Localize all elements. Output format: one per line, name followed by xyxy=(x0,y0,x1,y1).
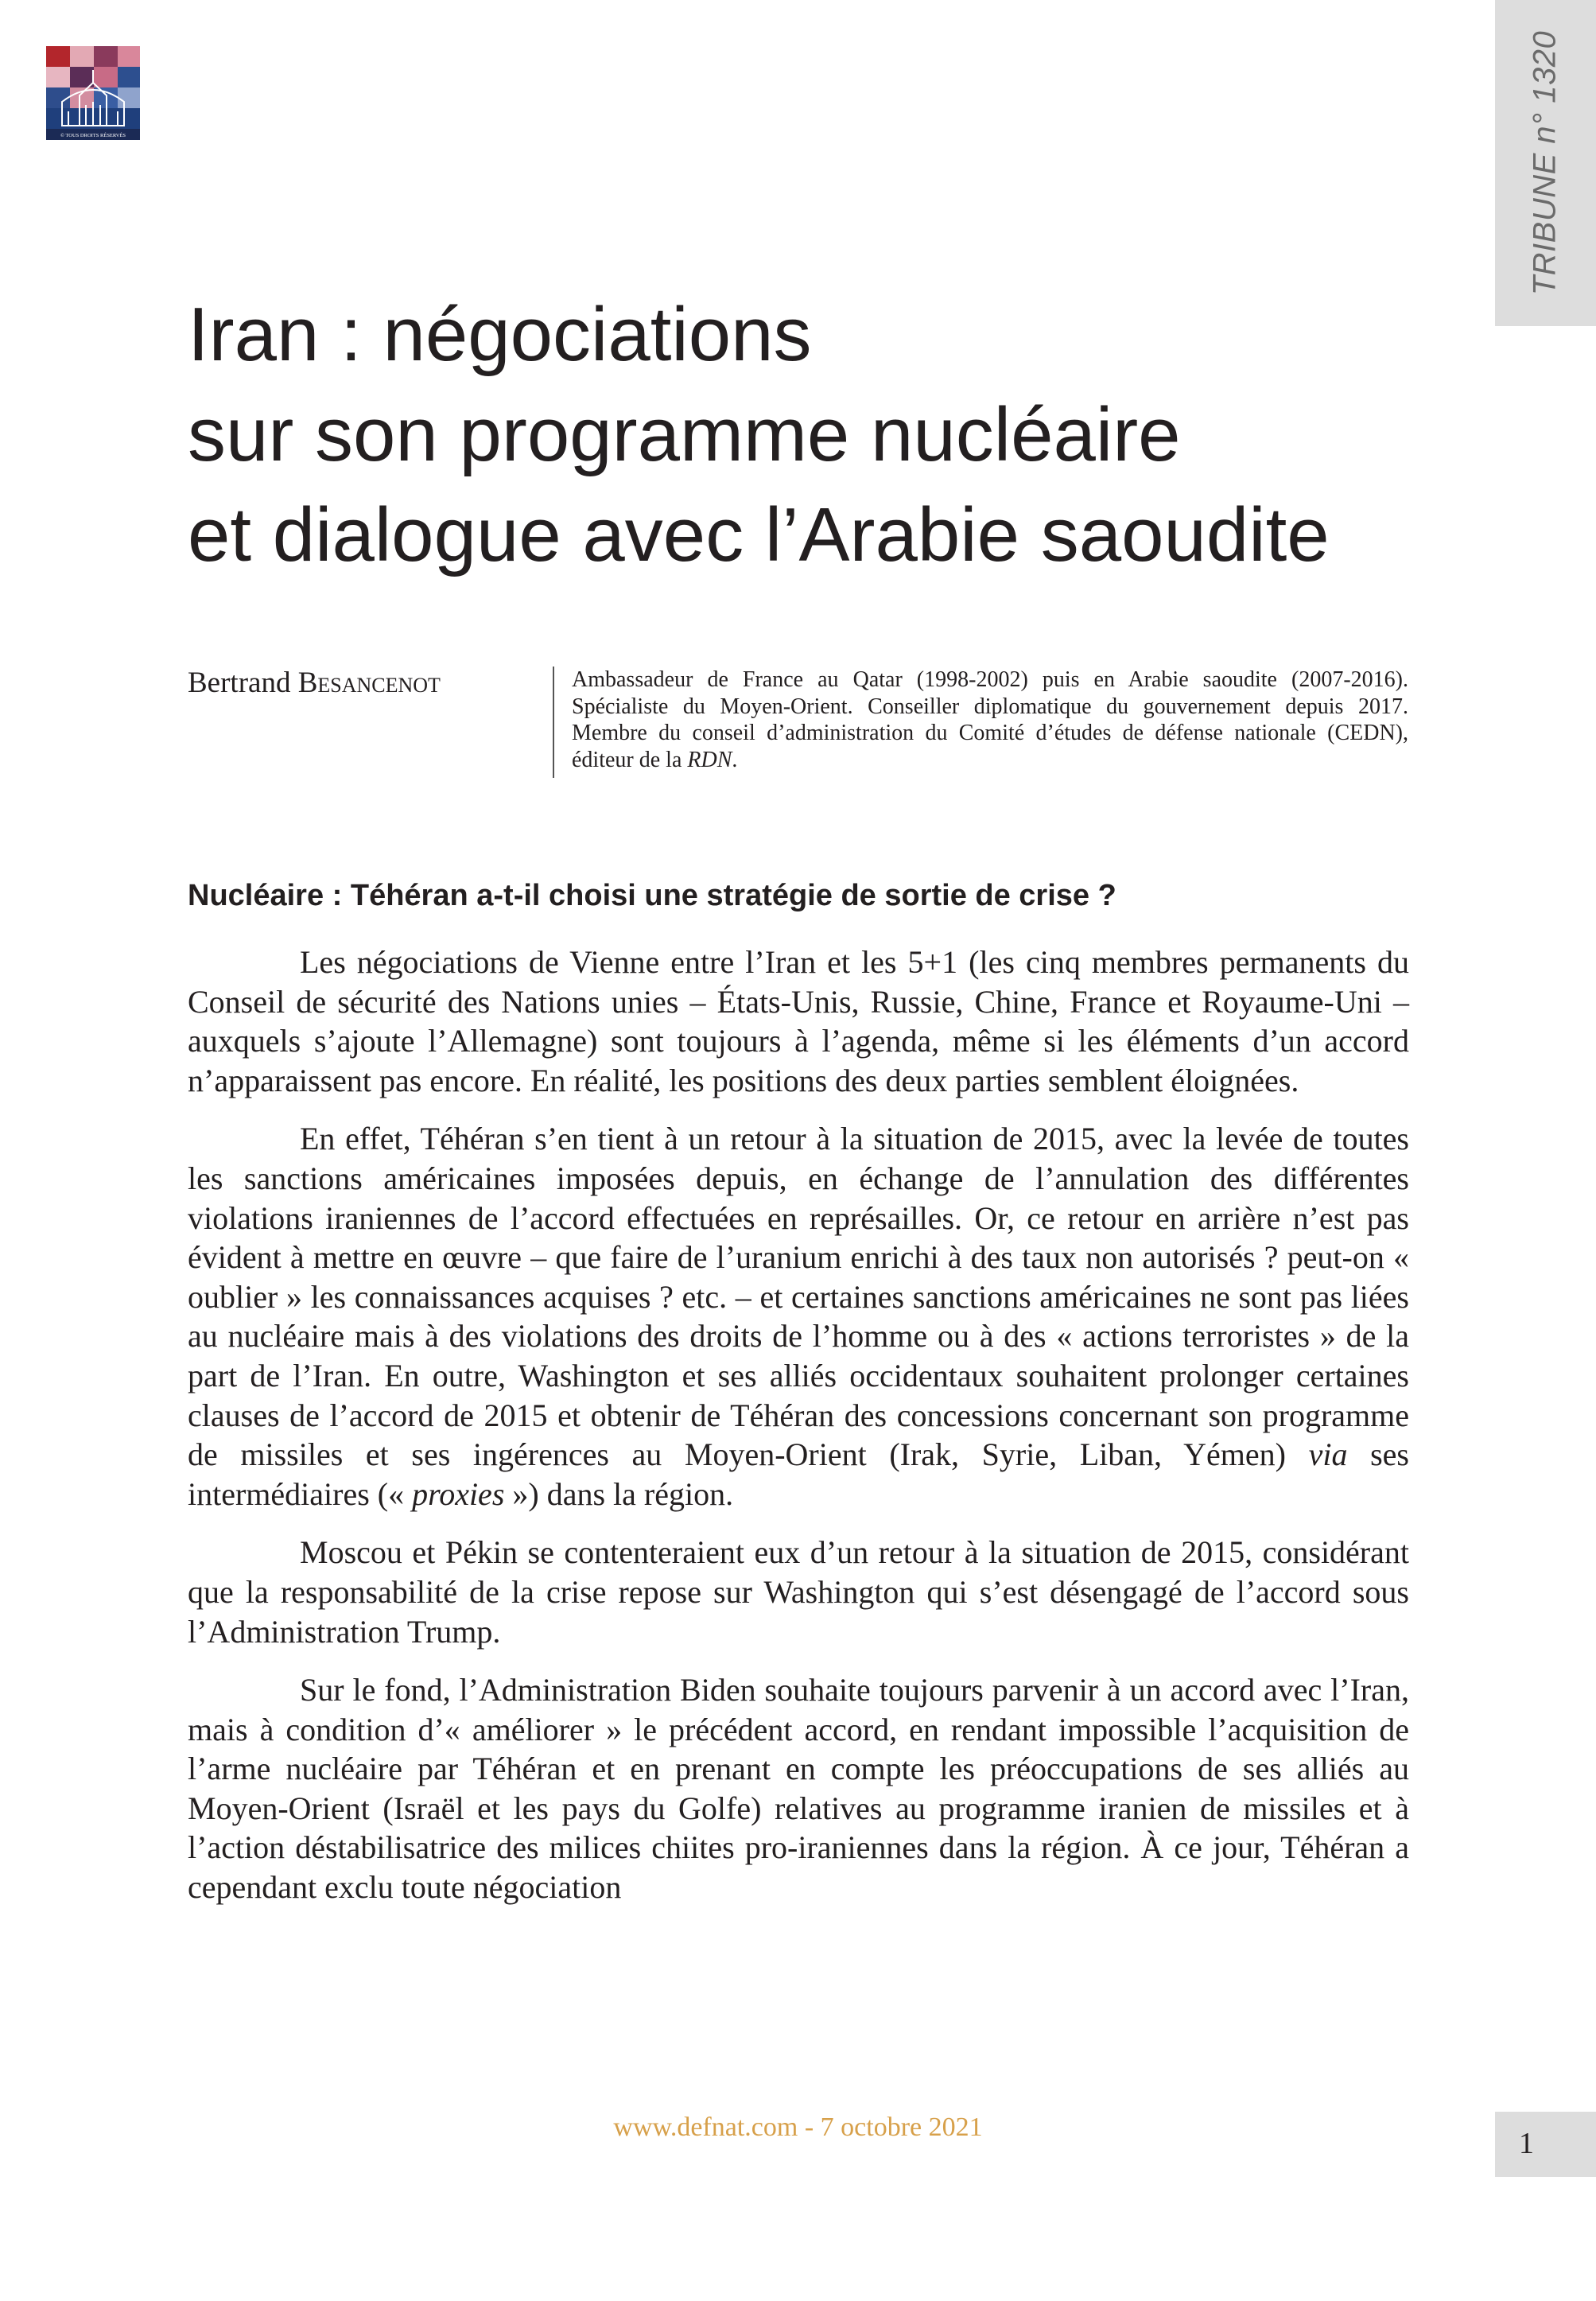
paragraph-2-italic-via: via xyxy=(1308,1436,1348,1473)
tribune-label: TRIBUNE n° 1320 xyxy=(1527,30,1563,296)
author-bio-rdn: RDN xyxy=(687,747,732,772)
paragraph-2 xyxy=(188,1119,1409,1514)
paragraph-2-text-c: ») dans la région. xyxy=(504,1475,734,1512)
paragraph-2-text-b: ses intermédiaires (« xyxy=(188,1436,1409,1512)
defense-nationale-logo xyxy=(46,46,140,140)
page-number: 1 xyxy=(1519,2127,1534,2160)
article-body xyxy=(188,943,1409,1926)
author-name xyxy=(188,665,441,702)
author-bio xyxy=(572,667,1408,773)
title-line-1: Iran : négociations xyxy=(188,292,812,377)
author-first-name: Bertrand xyxy=(188,667,291,699)
page-title xyxy=(188,285,1460,585)
tribune-tab xyxy=(1495,0,1596,326)
logo-emblem-icon xyxy=(46,46,140,140)
footer-url-date: www.defnat.com - 7 octobre 2021 xyxy=(613,2112,983,2142)
paragraph-1: Les négociations de Vienne entre l’Iran et les 5+1 (les cinq membres permanents du Conseil de sécurité des Nations unies – États-Unis, Russie, Chine, France et Royaume-Uni – auxquels s’ajoute l’Allemagne) sont toujours à l’agenda, même si les éléments d’un accord n’apparaissent pas encore. En réalité, les positions des deux parties semblent éloignées. xyxy=(188,944,1409,1098)
paragraph-4: Sur le fond, l’Administration Biden souhaite toujours parvenir à un accord avec l’Iran, mais à condition d’« améliorer » le précédent accord, en rendant impossible l’acquisition de l’arme nucléaire par Téhéran et en prenant en compte les préoccupations de ses alliés au Moyen-Orient (Israël et les pays du Golfe) relatives au programme iranien de missiles et à l’action déstabilisatrice des milices chiites pro-iraniennes dans la région. À ce jour, Téhéran a cependant exclu toute négociation xyxy=(188,1672,1409,1906)
title-line-3: et dialogue avec l’Arabie saoudite xyxy=(188,492,1330,577)
page-number-box xyxy=(1495,2112,1596,2177)
paragraph-2-italic-proxies: proxies xyxy=(412,1475,505,1512)
author-divider xyxy=(553,667,554,778)
logo-caption: © TOUS DROITS RÉSERVÉS xyxy=(60,133,126,138)
title-line-2: sur son programme nucléaire xyxy=(188,392,1181,477)
author-last-name: Besancenot xyxy=(297,667,441,699)
section-heading: Nucléaire : Téhéran a-t-il choisi une stratégie de sortie de crise ? xyxy=(188,879,1116,912)
author-bio-end: . xyxy=(732,747,738,772)
paragraph-2-text-a: En effet, Téhéran s’en tient à un retour à la situation de 2015, avec la levée de toutes les sanctions américaines imposées depuis, en échange de l’annulation des différentes violations iraniennes de l’accord effectuées en représailles. Or, ce retour en arrière n’est pas évident à mettre en œuvre – que faire de l’uranium enrichi à des taux non autorisés ? peut-on « oublier » les connaissances acquises ? etc. – et certaines sanctions américaines ne sont pas liées au nucléaire mais à des violations des droits de l’homme ou à des « actions terroristes » de la part de l’Iran. En outre, Washington et ses alliés occidentaux souhaitent prolonger certaines clauses de l’accord de 2015 et obtenir de Téhéran des concessions concernant son programme de missiles et ses ingérences au Moyen-Orient (Irak, Syrie, Liban, Yémen) xyxy=(188,1121,1409,1473)
paragraph-3: Moscou et Pékin se contenteraient eux d’un retour à la situation de 2015, considérant que la responsabilité de la crise repose sur Washington qui s’est désengagé de l’accord sous l’Administration Trump. xyxy=(188,1534,1409,1650)
author-bio-text: Ambassadeur de France au Qatar (1998-2002) puis en Arabie saoudite (2007-2016). Spécialiste du Moyen-Orient. Conseiller diplomatique du gouvernement depuis 2017. Membre du conseil d’administration du Comité d’études de défense nationale (CEDN), éditeur de la xyxy=(572,667,1408,772)
